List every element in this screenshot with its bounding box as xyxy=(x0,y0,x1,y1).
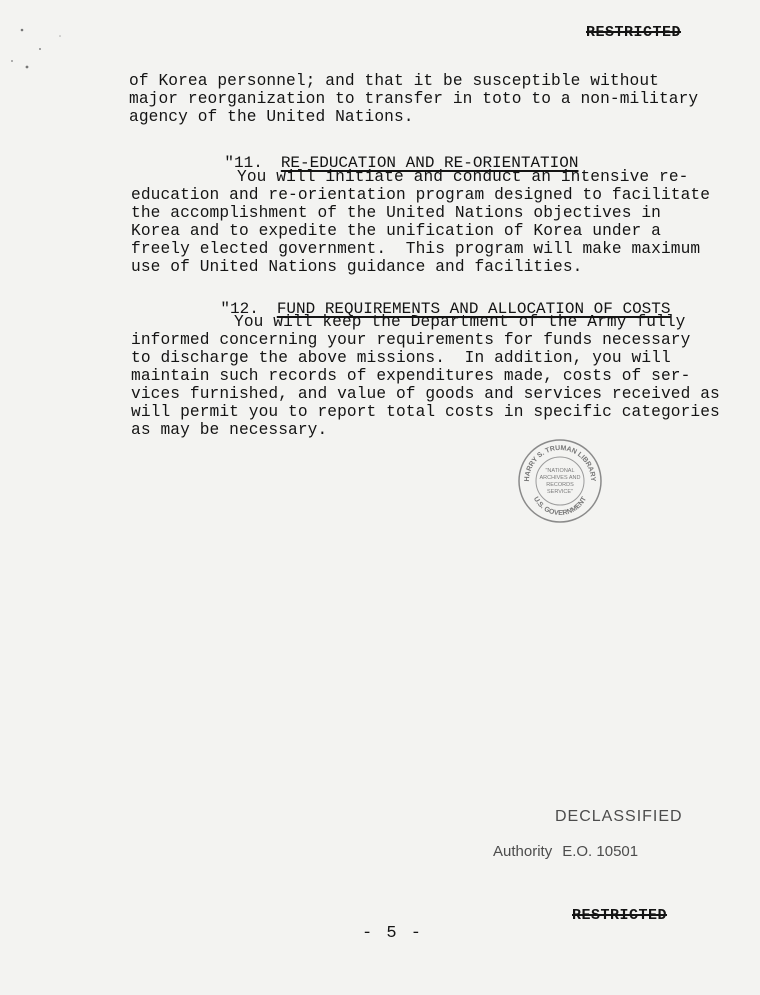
text-line: freely elected government. This program will make maximum xyxy=(131,240,701,258)
seal-top-text: HARRY S. TRUMAN LIBRARY xyxy=(523,444,597,482)
declassified-stamp-authority xyxy=(493,843,648,860)
text-line: informed concerning your requirements for funds necessary xyxy=(131,331,691,349)
footer-restricted-marking: RESTRICTED xyxy=(572,907,668,924)
text-line: maintain such records of expenditures made, costs of ser- xyxy=(131,367,691,385)
section-12-title: FUND REQUIREMENTS AND ALLOCATION OF COSTS xyxy=(276,300,671,318)
seal-middle-line: ARCHIVES AND xyxy=(539,475,581,481)
text-line: major reorganization to transfer in toto to a non-military xyxy=(129,90,699,108)
text-line: vices furnished, and value of goods and services received as xyxy=(131,385,720,403)
seal-middle-line: RECORDS xyxy=(546,482,574,488)
header-restricted-marking: RESTRICTED xyxy=(586,24,682,41)
text-line: Korea and to expedite the unification of Korea under a xyxy=(131,222,661,240)
section-12-number: "12. xyxy=(220,300,259,318)
text-line: to discharge the above missions. In addition, you will xyxy=(131,349,671,367)
authority-label: Authority xyxy=(493,843,553,860)
page-number: - 5 - xyxy=(362,924,424,943)
seal-middle-line: SERVICE" xyxy=(547,489,573,495)
library-seal-stamp xyxy=(517,438,603,524)
text-line: You will keep the Department of the Army fully xyxy=(234,313,686,331)
text-line: You will initiate and conduct an intensive re- xyxy=(237,168,689,186)
text-line: as may be necessary. xyxy=(131,421,328,439)
authority-value: E.O. 10501 xyxy=(562,843,639,860)
seal-middle-line: "NATIONAL xyxy=(545,468,575,474)
section-11-title: RE-EDUCATION AND RE-ORIENTATION xyxy=(280,154,579,172)
scan-specks xyxy=(0,0,80,80)
declassified-stamp-title: DECLASSIFIED xyxy=(555,808,683,825)
text-line: use of United Nations guidance and facilities. xyxy=(131,258,583,276)
text-line: agency of the United Nations. xyxy=(129,108,414,126)
text-line: will permit you to report total costs in specific categories xyxy=(131,403,720,421)
text-line: education and re-orientation program designed to facilitate xyxy=(131,186,711,204)
text-line: of Korea personnel; and that it be susceptible without xyxy=(129,72,659,90)
seal-bottom-text: U.S. GOVERNMENT xyxy=(531,495,589,518)
text-line: the accomplishment of the United Nations objectives in xyxy=(131,204,661,222)
section-11-number: "11. xyxy=(224,154,263,172)
